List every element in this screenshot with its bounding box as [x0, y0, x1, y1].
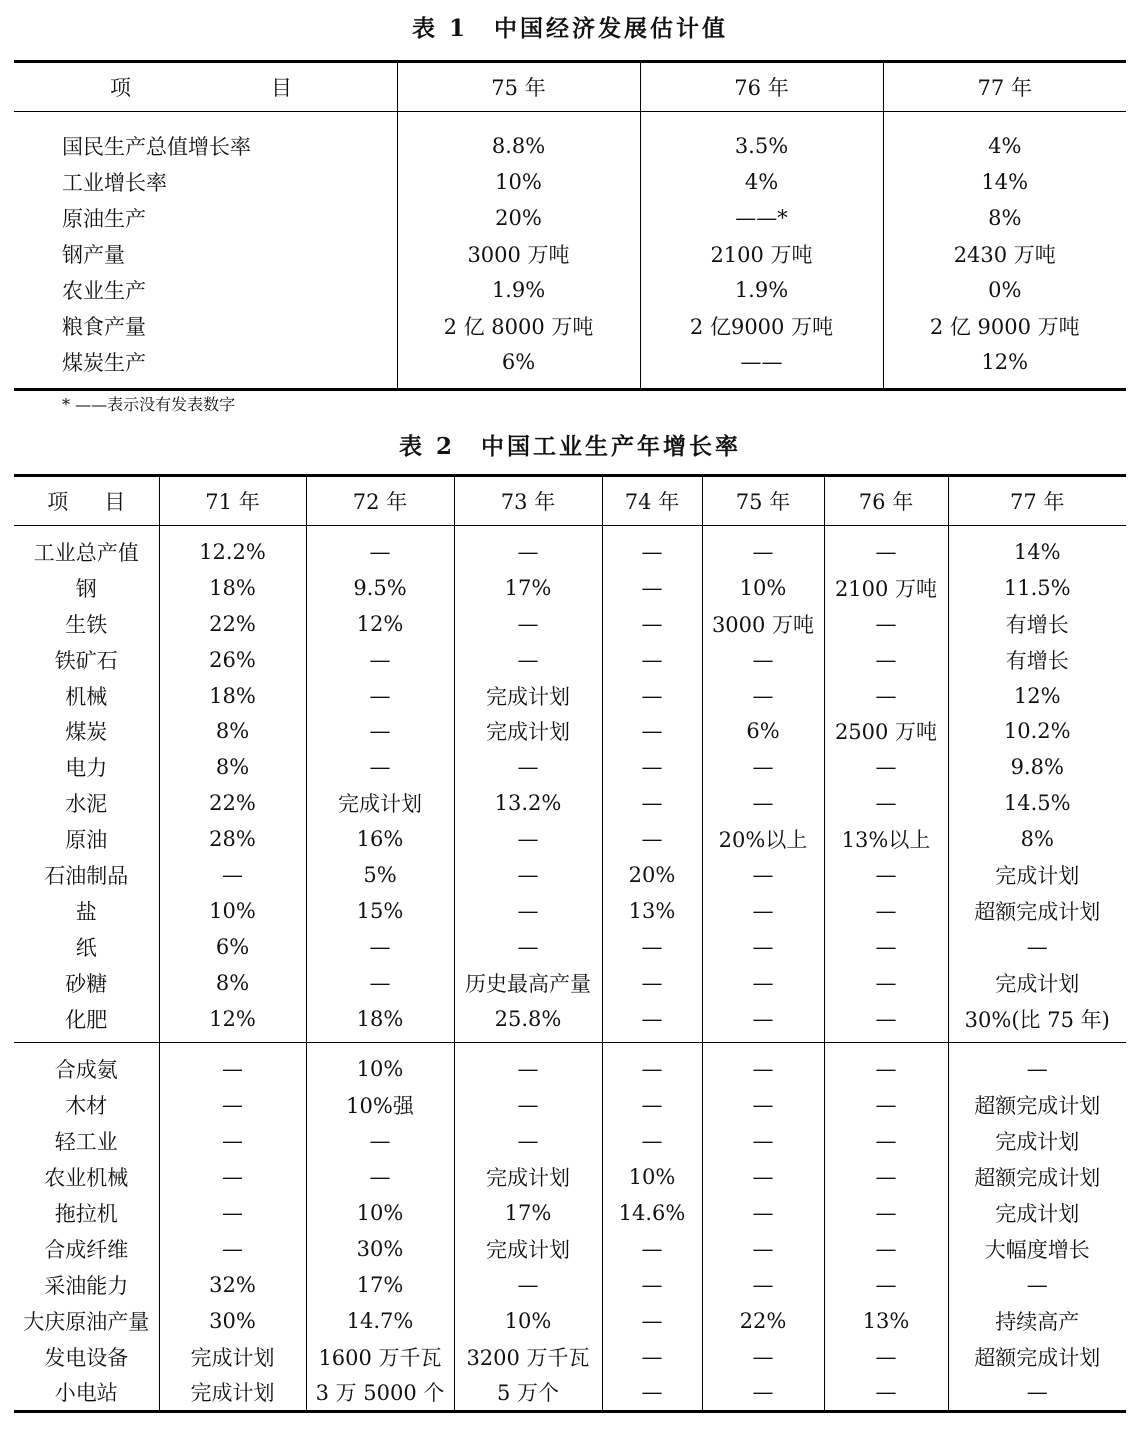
table-cell: 14%: [883, 164, 1126, 200]
table-cell: —: [306, 749, 454, 785]
table-cell: —: [602, 1267, 702, 1303]
table-cell: 22%: [702, 1303, 824, 1339]
table-cell: 8%: [159, 749, 306, 785]
table-cell: —: [454, 642, 602, 678]
row-label: 盐: [75, 899, 97, 924]
table-cell: 30%: [159, 1303, 306, 1339]
table-row: [14, 965, 1126, 1001]
row-label: 拖拉机: [54, 1201, 118, 1226]
row-label: 合成纤维: [44, 1237, 129, 1262]
table-cell: —: [306, 929, 454, 965]
table-cell: —: [702, 929, 824, 965]
table-cell: —: [702, 526, 824, 570]
table-cell: 超额完成计划: [948, 893, 1126, 929]
table-cell: —: [948, 1267, 1126, 1303]
table-row: [14, 642, 1126, 678]
table-cell: —: [602, 1087, 702, 1123]
table-row: [14, 570, 1126, 606]
table-row: [14, 857, 1126, 893]
table-cell: 8%: [948, 821, 1126, 857]
table-cell: 13%: [824, 1303, 948, 1339]
table2-item-header-a: 项: [47, 490, 69, 514]
table1-item-header-b: 目: [271, 76, 292, 100]
table-cell: —: [702, 1374, 824, 1411]
table-row: [14, 1303, 1126, 1339]
table-cell: —: [602, 570, 702, 606]
table-cell: —: [824, 1339, 948, 1375]
table-cell: 完成计划: [159, 1339, 306, 1375]
row-label: 纸: [75, 935, 97, 960]
table-row: [14, 272, 1126, 308]
table-cell: 3000 万吨: [702, 606, 824, 642]
table-cell: —: [824, 1001, 948, 1043]
table-cell: —: [602, 1043, 702, 1087]
table-cell: 17%: [306, 1267, 454, 1303]
table-row: [14, 929, 1126, 965]
table-cell: 18%: [306, 1001, 454, 1043]
table-cell: 6%: [397, 344, 640, 390]
table-cell: 30%: [306, 1231, 454, 1267]
table-row: [14, 1001, 1126, 1043]
table-row: [14, 308, 1126, 344]
table-cell: —: [602, 642, 702, 678]
table-cell: —: [824, 785, 948, 821]
table-cell: 6%: [702, 713, 824, 749]
row-label: 轻工业: [54, 1130, 118, 1155]
table-cell: 8%: [159, 965, 306, 1001]
table-cell: 超额完成计划: [948, 1087, 1126, 1123]
table-cell: —: [602, 678, 702, 714]
table1-footnote: * ——表示没有发表数字: [62, 395, 236, 414]
table-cell: ——*: [640, 200, 883, 236]
table-cell: 1600 万千瓦: [306, 1339, 454, 1375]
table-cell: —: [454, 857, 602, 893]
table-cell: —: [702, 749, 824, 785]
table-cell: —: [824, 965, 948, 1001]
row-label: 水泥: [65, 792, 108, 817]
table1-year-header: 76 年: [640, 62, 883, 112]
table1-year-header: 77 年: [883, 62, 1126, 112]
table-cell: 2 亿 8000 万吨: [397, 308, 640, 344]
table-cell: 5%: [306, 857, 454, 893]
table-cell: —: [824, 929, 948, 965]
table-row: [14, 1267, 1126, 1303]
table-cell: —: [824, 1123, 948, 1159]
table-cell: —: [602, 785, 702, 821]
table-cell: 2100 万吨: [640, 236, 883, 272]
table-cell: 完成计划: [948, 857, 1126, 893]
table-cell: 10%: [159, 893, 306, 929]
table-cell: —: [824, 1159, 948, 1195]
table-cell: 2430 万吨: [883, 236, 1126, 272]
table-cell: 超额完成计划: [948, 1159, 1126, 1195]
table-row: [14, 606, 1126, 642]
table-cell: —: [702, 678, 824, 714]
table-cell: 32%: [159, 1267, 306, 1303]
table-cell: —: [824, 1374, 948, 1411]
table2: [14, 474, 1126, 1413]
table-cell: 有增长: [948, 642, 1126, 678]
table-cell: —: [824, 1087, 948, 1123]
table-cell: 3200 万千瓦: [454, 1339, 602, 1375]
table-row: [14, 200, 1126, 236]
table-cell: —: [602, 1339, 702, 1375]
table-cell: 完成计划: [948, 965, 1126, 1001]
table1-year-header: 75 年: [397, 62, 640, 112]
table-cell: 9.5%: [306, 570, 454, 606]
table-cell: —: [159, 1087, 306, 1123]
row-label: 国民生产总值增长率: [62, 135, 251, 159]
table-cell: —: [602, 1231, 702, 1267]
table-row: [14, 1043, 1126, 1087]
table2-body: [14, 526, 1126, 1412]
table-cell: —: [306, 526, 454, 570]
table-cell: 8%: [883, 200, 1126, 236]
table-cell: 20%以上: [702, 821, 824, 857]
table-cell: —: [306, 642, 454, 678]
table-cell: 26%: [159, 642, 306, 678]
table-cell: 22%: [159, 606, 306, 642]
table2-year-header: 73 年: [454, 476, 602, 526]
table-row: [14, 526, 1126, 570]
table-cell: 14.7%: [306, 1303, 454, 1339]
row-label: 粮食产量: [62, 315, 146, 339]
table-cell: 13.2%: [454, 785, 602, 821]
table-cell: 10%: [306, 1195, 454, 1231]
table-cell: 9.8%: [948, 749, 1126, 785]
table-row: [14, 164, 1126, 200]
table-cell: —: [602, 929, 702, 965]
table2-year-header: 74 年: [602, 476, 702, 526]
row-label: 机械: [65, 684, 108, 709]
table-cell: 13%: [602, 893, 702, 929]
table-cell: —: [602, 965, 702, 1001]
row-label: 木材: [65, 1094, 108, 1119]
table-cell: —: [824, 893, 948, 929]
table-cell: —: [824, 526, 948, 570]
row-label: 铁矿石: [54, 648, 118, 673]
table-cell: —: [306, 1123, 454, 1159]
row-label: 小电站: [54, 1381, 118, 1406]
table-row: [14, 893, 1126, 929]
table-cell: —: [702, 857, 824, 893]
table2-caption: 表 2 中国工业生产年增长率: [398, 433, 741, 460]
table2-item-header: [14, 476, 159, 526]
table2-year-header: 71 年: [159, 476, 306, 526]
row-label: 采油能力: [44, 1273, 129, 1298]
table-cell: —: [824, 1195, 948, 1231]
table-row: [14, 1159, 1126, 1195]
table-cell: —: [454, 526, 602, 570]
table-cell: —: [454, 1267, 602, 1303]
table-cell: 完成计划: [948, 1123, 1126, 1159]
table-cell: —: [159, 1123, 306, 1159]
table1: [14, 60, 1126, 391]
table-cell: —: [306, 713, 454, 749]
table-cell: 完成计划: [948, 1195, 1126, 1231]
table-cell: 4%: [883, 112, 1126, 165]
table-cell: —: [602, 1001, 702, 1043]
row-label: 钢产量: [62, 243, 125, 267]
table-cell: —: [824, 857, 948, 893]
row-label: 大庆原油产量: [23, 1309, 150, 1334]
table-cell: 10%强: [306, 1087, 454, 1123]
row-label: 农业机械: [44, 1166, 129, 1191]
table-cell: 完成计划: [454, 1159, 602, 1195]
table-cell: —: [602, 526, 702, 570]
row-label: 合成氨: [14, 1043, 159, 1087]
table-cell: 10%: [602, 1159, 702, 1195]
table-cell: —: [602, 1374, 702, 1411]
table-cell: 11.5%: [948, 570, 1126, 606]
table-cell: 持续高产: [948, 1303, 1126, 1339]
table2-item-header-b: 目: [104, 490, 126, 514]
row-label: 原油: [65, 828, 108, 853]
table1-item-header-a: 项: [110, 76, 131, 100]
table-cell: 20%: [602, 857, 702, 893]
table-cell: 18%: [159, 678, 306, 714]
table1-caption: 表 1 中国经济发展估计值: [411, 15, 728, 42]
table-cell: —: [824, 642, 948, 678]
table-cell: 超额完成计划: [948, 1339, 1126, 1375]
row-label: 农业生产: [62, 279, 146, 303]
table-cell: —: [948, 1043, 1126, 1087]
table-cell: 大幅度增长: [948, 1231, 1126, 1267]
table-cell: 0%: [883, 272, 1126, 308]
table-cell: —: [159, 1231, 306, 1267]
table-cell: 5 万个: [454, 1374, 602, 1411]
table-row: [14, 1231, 1126, 1267]
table-cell: —: [824, 606, 948, 642]
table-cell: —: [702, 893, 824, 929]
row-label: 石油制品: [44, 863, 129, 888]
table-cell: 完成计划: [454, 678, 602, 714]
table-cell: —: [306, 965, 454, 1001]
table-cell: 3 万 5000 个: [306, 1374, 454, 1411]
table-row: [14, 1123, 1126, 1159]
table-cell: 10.2%: [948, 713, 1126, 749]
table-cell: —: [702, 1001, 824, 1043]
table-cell: —: [602, 749, 702, 785]
table-cell: 8%: [159, 713, 306, 749]
table-cell: 完成计划: [306, 785, 454, 821]
table-cell: —: [454, 821, 602, 857]
table-cell: —: [159, 1195, 306, 1231]
table-cell: 10%: [702, 570, 824, 606]
table-cell: 15%: [306, 893, 454, 929]
table-row: [14, 678, 1126, 714]
table-cell: 完成计划: [454, 1231, 602, 1267]
table-cell: 14%: [948, 526, 1126, 570]
table-row: [14, 236, 1126, 272]
table-row: [14, 749, 1126, 785]
table-cell: —: [702, 965, 824, 1001]
table-cell: 2500 万吨: [824, 713, 948, 749]
table-cell: —: [454, 929, 602, 965]
table-cell: —: [454, 749, 602, 785]
table-cell: 17%: [454, 1195, 602, 1231]
table-row: [14, 785, 1126, 821]
table-cell: 1.9%: [640, 272, 883, 308]
table-cell: 2 亿 9000 万吨: [883, 308, 1126, 344]
table-cell: —: [602, 713, 702, 749]
row-label: 电力: [65, 756, 108, 781]
table-cell: 17%: [454, 570, 602, 606]
table-cell: 12.2%: [159, 526, 306, 570]
table-cell: —: [602, 1123, 702, 1159]
table-cell: —: [702, 1087, 824, 1123]
table-cell: 3000 万吨: [397, 236, 640, 272]
table-cell: 12%: [306, 606, 454, 642]
table-cell: —: [824, 1043, 948, 1087]
table1-header-row: [14, 62, 1126, 112]
row-label: 工业增长率: [62, 171, 167, 195]
table-cell: 12%: [159, 1001, 306, 1043]
table-cell: —: [159, 857, 306, 893]
table-cell: —: [702, 1159, 824, 1195]
table-cell: 30%(比 75 年): [948, 1001, 1126, 1043]
row-label: 煤炭生产: [62, 351, 146, 375]
table-cell: —: [702, 785, 824, 821]
table2-year-header: 75 年: [702, 476, 824, 526]
table-row: [14, 112, 1126, 165]
table-cell: —: [454, 1087, 602, 1123]
table-cell: —: [702, 1267, 824, 1303]
table-row: [14, 1195, 1126, 1231]
table-cell: —: [702, 1123, 824, 1159]
table-cell: 14.5%: [948, 785, 1126, 821]
table-cell: —: [306, 1159, 454, 1195]
table-cell: —: [602, 606, 702, 642]
table-cell: —: [948, 1374, 1126, 1411]
table-cell: —: [824, 1267, 948, 1303]
table-cell: —: [824, 678, 948, 714]
table-cell: 2 亿9000 万吨: [640, 308, 883, 344]
table-cell: —: [454, 1043, 602, 1087]
table2-year-header: 72 年: [306, 476, 454, 526]
table-cell: 完成计划: [454, 713, 602, 749]
table-cell: —: [454, 893, 602, 929]
table-row: [14, 713, 1126, 749]
table-cell: —: [702, 1195, 824, 1231]
table-cell: 12%: [883, 344, 1126, 390]
table-cell: —: [702, 1043, 824, 1087]
table2-year-header: 76 年: [824, 476, 948, 526]
table2-header-row: [14, 476, 1126, 526]
table-cell: 12%: [948, 678, 1126, 714]
table-cell: 13%以上: [824, 821, 948, 857]
table-row: [14, 1374, 1126, 1411]
table-cell: —: [602, 821, 702, 857]
table-cell: 18%: [159, 570, 306, 606]
table1-item-header: [14, 62, 397, 112]
table-cell: —: [159, 1159, 306, 1195]
table-cell: —: [702, 642, 824, 678]
table-cell: —: [702, 1231, 824, 1267]
row-label: 化肥: [65, 1007, 108, 1032]
row-label: 工业总产值: [33, 540, 139, 565]
table-cell: 历史最高产量: [454, 965, 602, 1001]
table-cell: 6%: [159, 929, 306, 965]
table-cell: —: [159, 1043, 306, 1087]
table-cell: 有增长: [948, 606, 1126, 642]
table-cell: —: [602, 1303, 702, 1339]
table-cell: 10%: [454, 1303, 602, 1339]
row-label: 煤炭: [65, 720, 108, 745]
table-cell: 2100 万吨: [824, 570, 948, 606]
table-cell: —: [702, 1339, 824, 1375]
table-cell: —: [948, 929, 1126, 965]
table-cell: 16%: [306, 821, 454, 857]
table-cell: 20%: [397, 200, 640, 236]
table-cell: —: [824, 1231, 948, 1267]
table-row: [14, 1087, 1126, 1123]
table-cell: —: [306, 678, 454, 714]
table-cell: 10%: [397, 164, 640, 200]
table-cell: 22%: [159, 785, 306, 821]
table-cell: 10%: [306, 1043, 454, 1087]
row-label: 原油生产: [62, 207, 146, 231]
table-row: [14, 821, 1126, 857]
row-label: 发电设备: [44, 1345, 129, 1370]
table2-year-header: 77 年: [948, 476, 1126, 526]
table-cell: ——: [640, 344, 883, 390]
table-cell: 28%: [159, 821, 306, 857]
row-label: 砂糖: [65, 971, 108, 996]
table-row: [14, 344, 1126, 390]
table-cell: —: [824, 749, 948, 785]
table-cell: 3.5%: [640, 112, 883, 165]
table-cell: 完成计划: [159, 1374, 306, 1411]
table-cell: 14.6%: [602, 1195, 702, 1231]
table-row: [14, 1339, 1126, 1375]
table-cell: 4%: [640, 164, 883, 200]
table-cell: 1.9%: [397, 272, 640, 308]
row-label: 生铁: [65, 612, 108, 637]
table-cell: 25.8%: [454, 1001, 602, 1043]
table-cell: —: [454, 1123, 602, 1159]
row-label: 钢: [75, 576, 97, 601]
table-cell: 8.8%: [397, 112, 640, 165]
table-cell: —: [454, 606, 602, 642]
